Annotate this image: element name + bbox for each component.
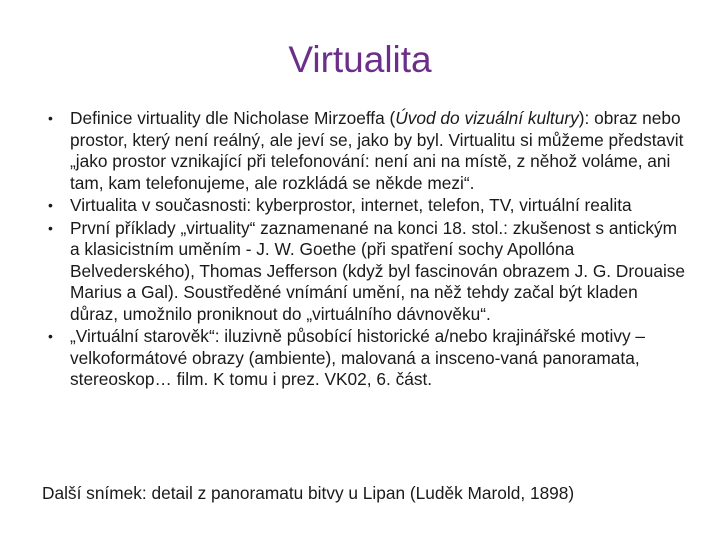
bullet-dot-icon: • (48, 110, 53, 126)
bullet-dot-icon: • (48, 328, 53, 344)
bullet-item-present (48, 195, 688, 217)
bullet-text-post: ): obraz nebo prostor, který není reálný, ale jeví se, jako by byl. Virtualitu si můžeme představit „jako prostor vznikající při telefonování: není ani na místě, z něhož voláme, ani tam, kam telefonujeme, ale rozkládá se někde mezi“. (70, 108, 684, 193)
bullet-text: Virtualita v současnosti: kyberprostor, internet, telefon, TV, virtuální realita (70, 195, 632, 215)
bullet-dot-icon: • (48, 197, 53, 213)
bullet-text-pre: Definice virtuality dle Nicholase Mirzoeffa ( (70, 108, 396, 128)
bullet-text: „Virtuální starověk“: iluzivně působící historické a/nebo krajinářské motivy – velkoformátové obrazy (ambiente), malovaná a insceno-vaná panoramata, stereoskop… film. K tomu i prez. VK02, 6. část. (70, 326, 646, 389)
bullet-item-virtual-antiquity (48, 326, 688, 391)
bullet-dot-icon: • (48, 219, 53, 236)
book-title: Úvod do vizuální kultury (395, 108, 579, 128)
bullet-item-definition (48, 108, 688, 194)
bullet-text: První příklady „virtuality“ zaznamenané na konci 18. stol.: zkušenost s antickým a klasicistním uměním - J. W. Goethe (při spatření sochy Apollóna Belvederského), Thomas Jefferson (když byl fascinován obrazem J. G. Drouaise Marius a Gal). Soustředěné vnímání umění, na něž tehdy začal být kladen důraz, umožnilo proniknout do „virtuálního dávnověku“. (70, 217, 686, 324)
bullet-item-first-examples (48, 218, 688, 326)
bullet-list (48, 108, 688, 392)
slide-title: Virtualita (288, 39, 432, 80)
bullet-text (70, 108, 688, 194)
next-slide-note: Další snímek: detail z panoramatu bitvy u Lipan (Luděk Marold, 1898) (42, 483, 575, 503)
